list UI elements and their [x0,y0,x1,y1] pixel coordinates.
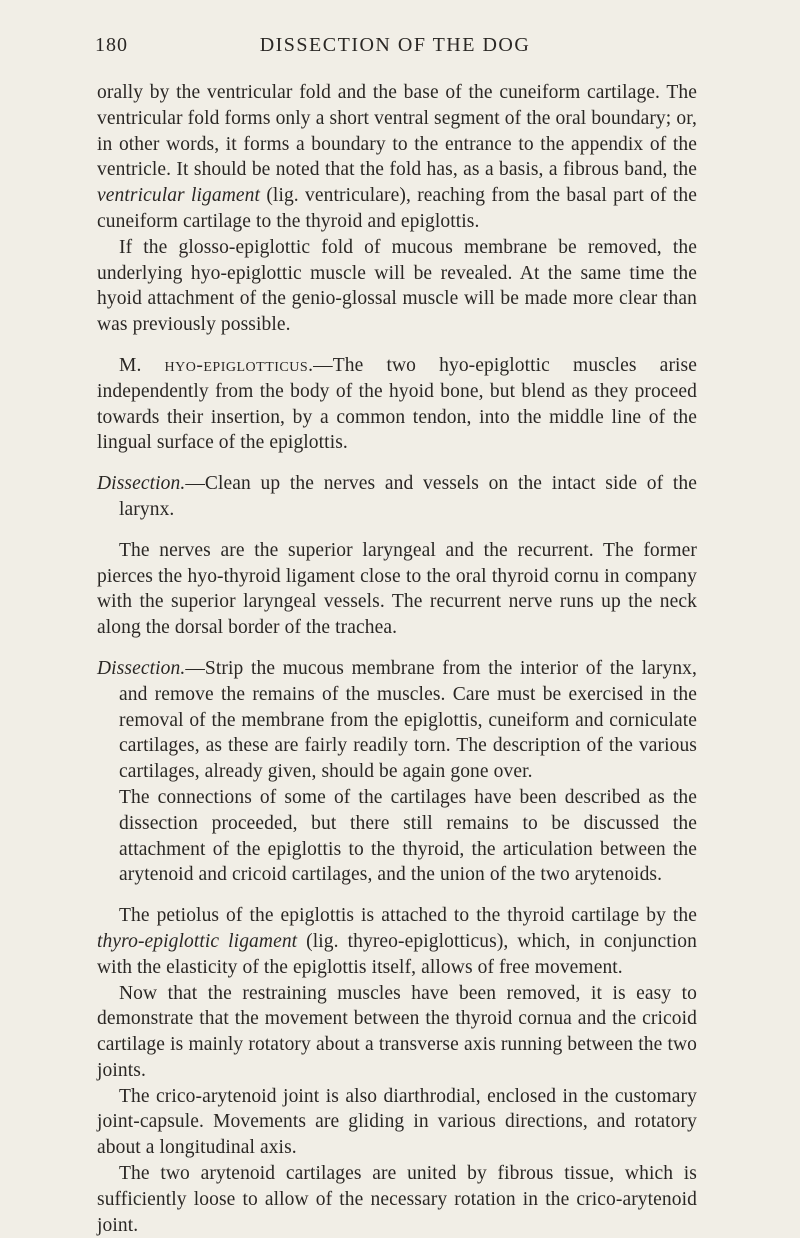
term-thyro-epiglottic-ligament: thyro-epiglottic ligament [97,930,298,952]
paragraph-movement: Now that the restraining muscles have been removed, it is easy to demonstrate that the movement between the thyroid cornua and the cricoid cartilage is mainly rotatory about a transverse axis running between the two joints. [97,982,697,1081]
paragraph-hyo-epiglotticus: M. hyo-epiglotticus.—The two hyo-epiglottic muscles arise independently from the body of the hyoid bone, but blend as they proceed towards their insertion, by a common tendon, into the middle line of the lingual surface of the epiglottis. [97,354,697,454]
paragraph-glosso-epiglottic: If the glosso-epiglottic fold of mucous membrane be removed, the underlying hyo-epiglottic muscle will be revealed. At the same time the hyoid attachment of the genio-glossal muscle will be made more clear than was previously possible. [97,236,697,336]
dissection-label: Dissection. [97,473,186,495]
muscle-name: hyo-epiglotticus [164,354,309,376]
term-ventricular-ligament: ventricular ligament [97,185,261,207]
paragraph-petiolus: The petiolus of the epiglottis is attached to the thyroid cartilage by the thyro-epiglottic ligament (lig. thyreo-epiglotticus), which, in conjunction with the elasticity of the epiglottis itself, allows of free movement. [97,905,697,978]
running-title: DISSECTION OF THE DOG [259,34,531,56]
page-number: 180 [95,34,128,56]
running-head [95,34,695,62]
body-text [97,80,697,1238]
dissection-instruction-mucous-membrane: Dissection.—Strip the mucous membrane from the interior of the larynx, and remove the remains of the muscles. Care must be exercised in the removal of the membrane from the epiglottis, cuneiform and corniculate cartilages, as these are fairly readily torn. The description of the various cartilages, already given, should be again gone over. [97,657,697,783]
dissection-instruction-nerves: Dissection.—Clean up the nerves and vessels on the intact side of the larynx. [97,473,697,520]
paragraph-connections: The connections of some of the cartilages have been described as the dissection proceeded, but there still remains to be discussed the attachment of the epiglottis to the thyroid, the articulation between the arytenoid and cricoid cartilages, and the union of the two arytenoids. [119,786,697,886]
paragraph-arytenoid-union: The two arytenoid cartilages are united by fibrous tissue, which is sufficiently loose to allow of the necessary rotation in the crico-arytenoid joint. [97,1163,697,1236]
paragraph-crico-arytenoid: The crico-arytenoid joint is also diarthrodial, enclosed in the customary joint-capsule. Movements are gliding in various directions, and rotatory about a longitudinal axis. [97,1085,697,1159]
paragraph-nerves: The nerves are the superior laryngeal and the recurrent. The former pierces the hyo-thyroid ligament close to the oral thyroid cornu in company with the superior laryngeal vessels. The recurrent nerve runs up the neck along the dorsal border of the trachea. [97,539,697,639]
paragraph-ventricular-fold: orally by the ventricular fold and the base of the cuneiform cartilage. The ventricular fold forms only a short ventral segment of the oral boundary; or, in other words, it forms a boundary to the entrance to the appendix of the ventricle. It should be noted that the fold has, as a basis, a fibrous band, the ventricular ligament (lig. ventriculare), reaching from the basal part of the cuneiform cartilage to the thyroid and epiglottis. [97,82,698,232]
dissection-label: Dissection. [97,657,186,679]
